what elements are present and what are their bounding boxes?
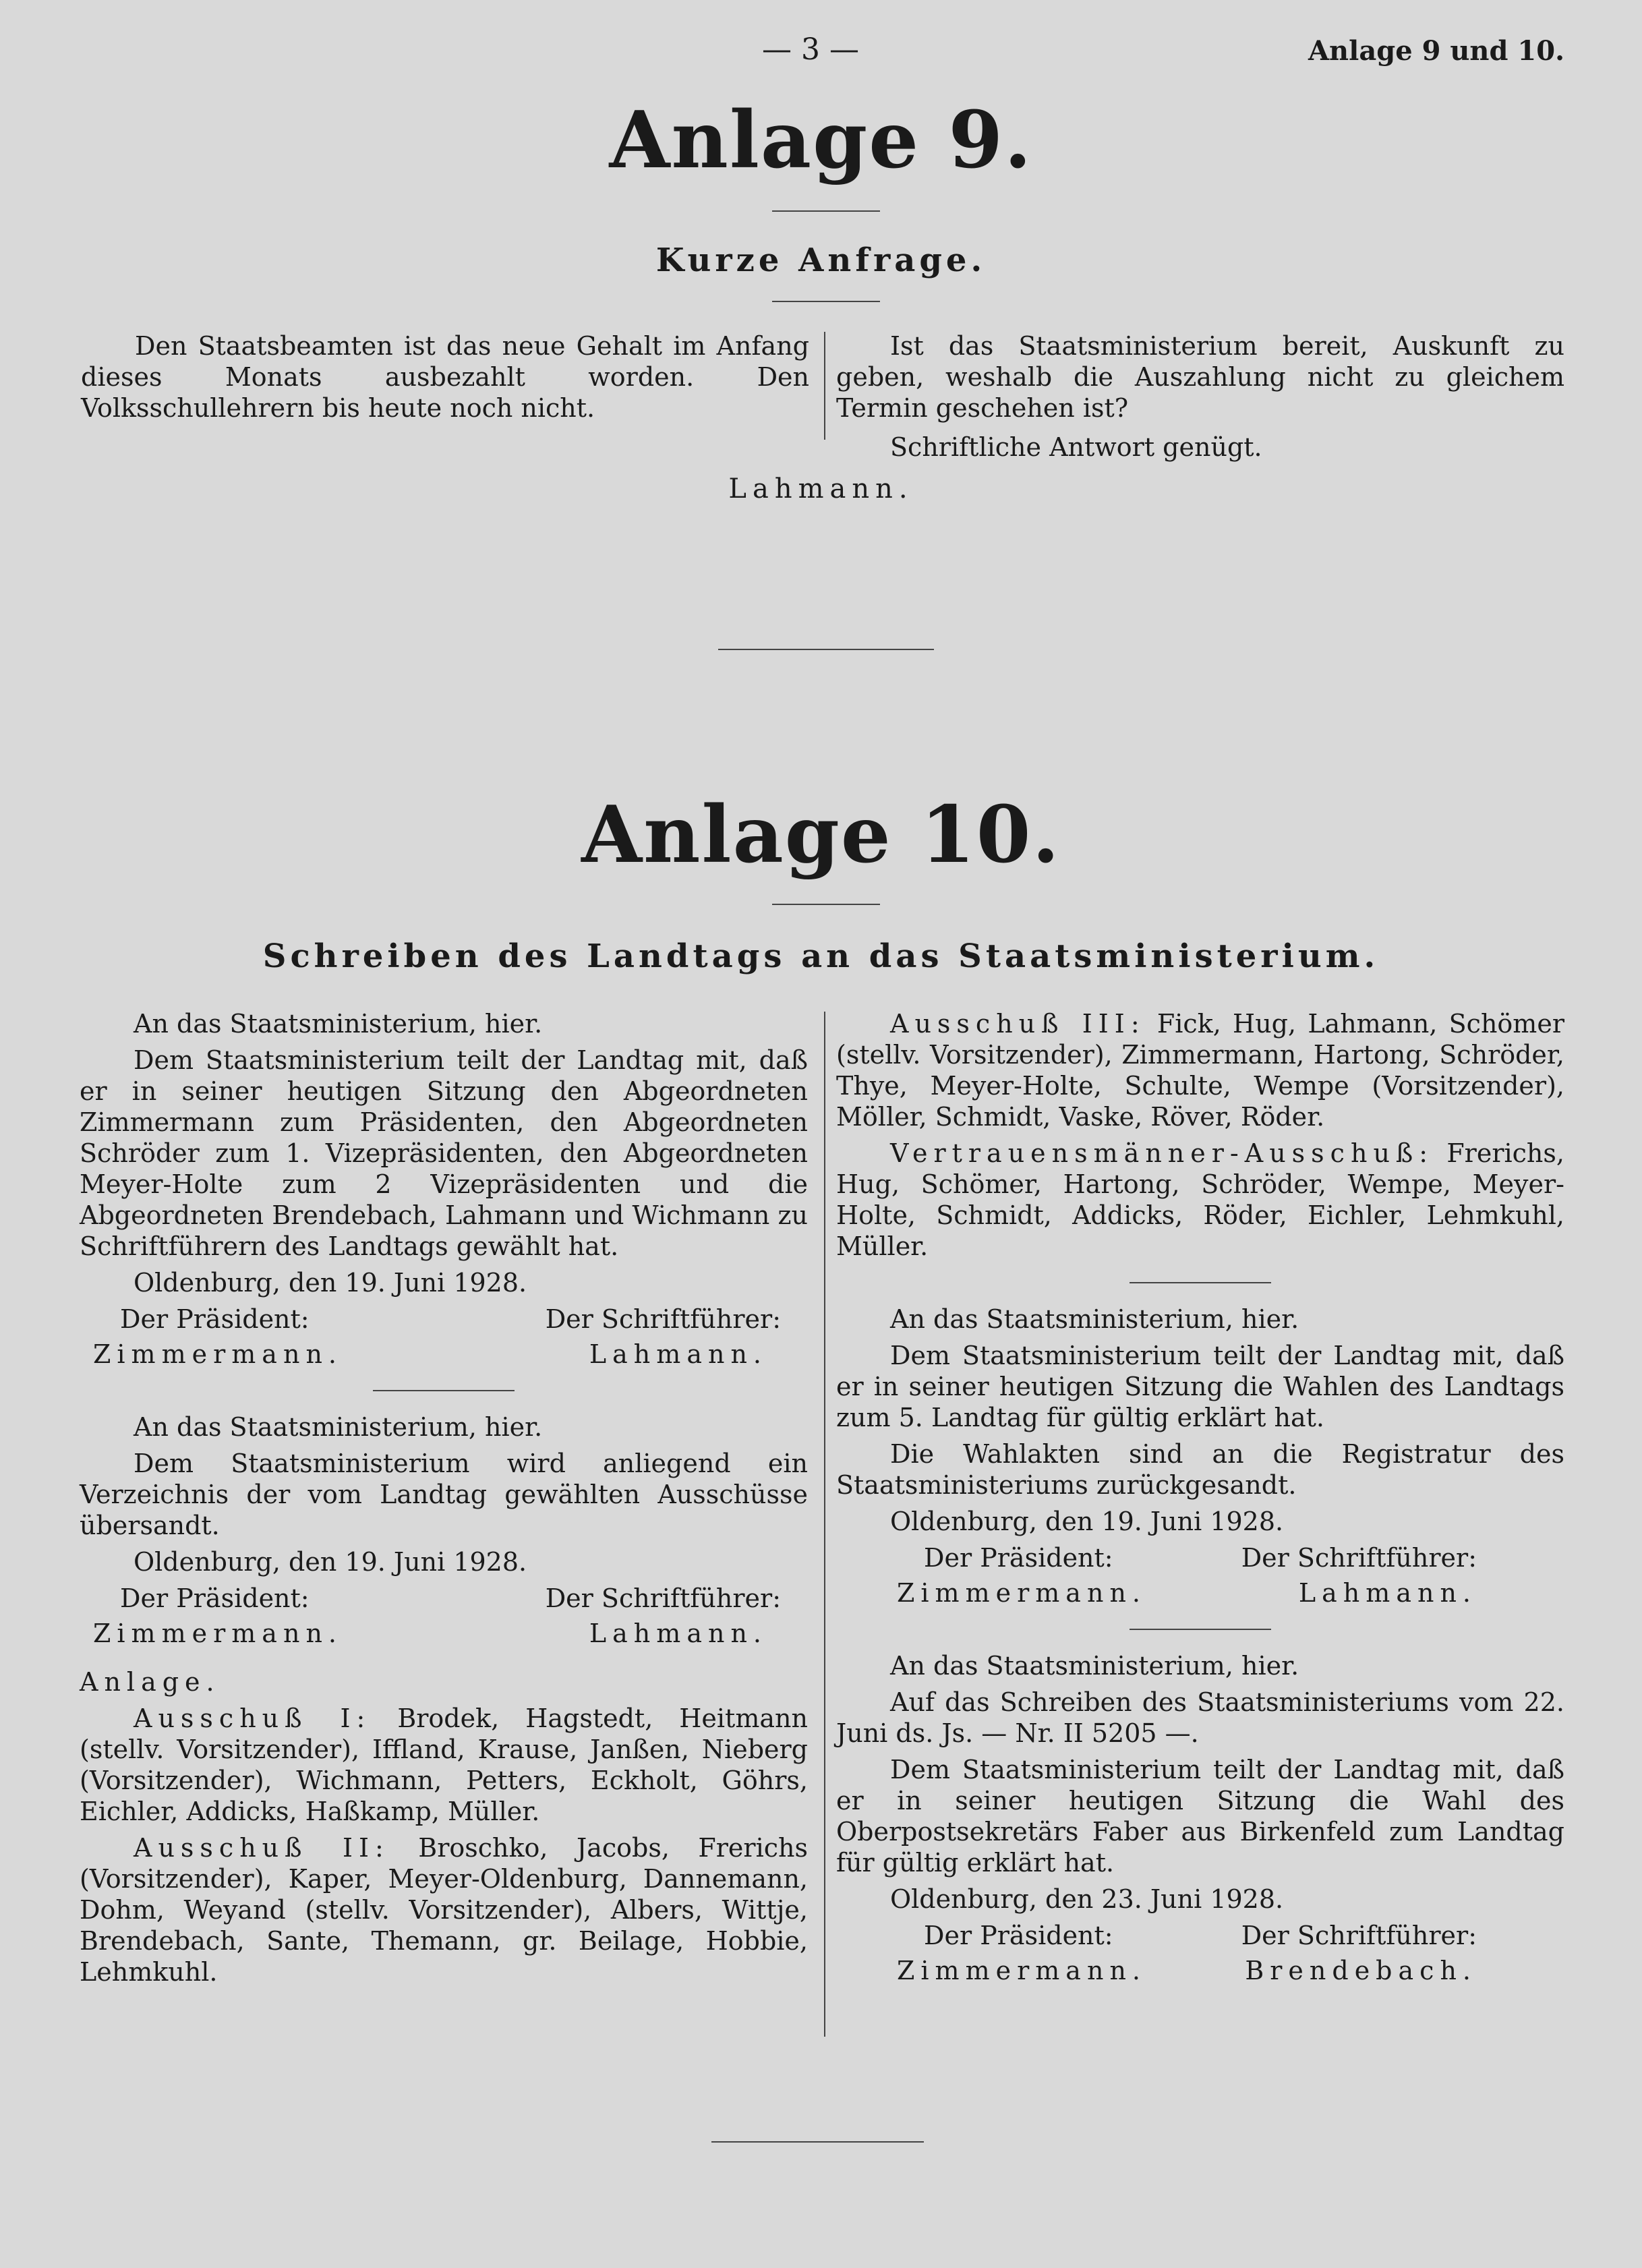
letter1-name-secretary: Lahmann. <box>589 1339 767 1369</box>
ausschuss1-members: Brodek, Hagstedt, Heitmann (stellv. Vorsitzender), Iffland, Krause, Janßen, Nieberg (Vorsitzender), Wichmann, Petters, Eckholt, Göhrs, Eichler, Addicks, Haßkamp, Müller. <box>80 1704 808 1826</box>
anlage9-right-text2: Schriftliche Antwort genügt. <box>890 432 1262 462</box>
anlage10-subtitle: Schreiben des Landtags an das Staatsministerium. <box>262 937 1380 975</box>
anlage10-right-column <box>836 1008 1564 1990</box>
divider <box>772 904 880 905</box>
letter2-role-secretary: Der Schriftführer: <box>545 1583 781 1613</box>
anlage9-right-text: Ist das Staatsministerium bereit, Auskunft zu geben, weshalb die Auszahlung nicht zu gleichem Termin geschehen ist? <box>836 331 1564 423</box>
letter2-name-secretary: Lahmann. <box>589 1619 767 1648</box>
ausschuss2-label: Ausschuß II: <box>134 1833 390 1863</box>
column-separator <box>824 1012 825 2037</box>
letter4-name-secretary: Brendebach. <box>1245 1956 1477 1985</box>
divider <box>772 301 880 302</box>
letter3-role-president: Der Präsident: <box>924 1543 1113 1573</box>
anlage9-left-text: Den Staatsbeamten ist das neue Gehalt im Anfang dieses Monats ausbezahlt worden. Den Volksschullehrern bis heute noch nicht. <box>81 331 809 423</box>
letter2-roles <box>80 1583 808 1614</box>
anlage-label: Anlage. <box>80 1667 221 1697</box>
letter1-place-date: Oldenburg, den 19. Juni 1928. <box>134 1268 527 1298</box>
letter2-names <box>80 1618 808 1649</box>
anlage9-title: Anlage 9. <box>609 94 1033 186</box>
ausschuss3-members: Fick, Hug, Lahmann, Schömer (stellv. Vorsitzender), Zimmermann, Hartong, Schröder, Thye, Meyer-Holte, Schulte, Wempe (Vorsitzender), Möller, Schmidt, Vaske, Röver, Röder. <box>836 1009 1564 1132</box>
anlage10-left-column <box>80 1008 808 1993</box>
letter4-role-president: Der Präsident: <box>924 1921 1113 1950</box>
letter2-name-president: Zimmermann. <box>93 1619 343 1648</box>
letter4-body2: Dem Staatsministerium teilt der Landtag mit, daß er in seiner heutigen Sitzung die Wahl des Oberpostsekretärs Faber aus Birkenfeld zum Landtag für gültig erklärt hat. <box>836 1755 1564 1878</box>
ausschuss2 <box>80 1832 808 1987</box>
letter2-role-president: Der Präsident: <box>120 1583 310 1613</box>
letter4-place-date: Oldenburg, den 23. Juni 1928. <box>890 1884 1284 1914</box>
letter1-roles <box>80 1304 808 1335</box>
letter2-address: An das Staatsministerium, hier. <box>134 1412 543 1442</box>
vertrauen-label: Vertrauensmänner-Ausschuß: <box>890 1138 1434 1168</box>
ausschuss3-label: Ausschuß III: <box>890 1009 1146 1039</box>
anlage9-right-column <box>836 330 1564 468</box>
letter1-address: An das Staatsministerium, hier. <box>134 1009 543 1039</box>
letter4-names <box>836 1955 1564 1986</box>
letter3-body2: Die Wahlakten sind an die Registratur des Staatsministeriums zurückgesandt. <box>836 1439 1564 1500</box>
letter1-role-president: Der Präsident: <box>120 1304 310 1334</box>
letter1-body: Dem Staatsministerium teilt der Landtag mit, daß er in seiner heutigen Sitzung den Abgeordneten Zimmermann zum Präsidenten, den Abgeordneten Schröder zum 1. Vizepräsidenten, den Abgeordneten Meyer-Holte zum 2 Vizepräsidenten und die Abgeordneten Brendebach, Lahmann und Wichmann zu Schriftführern des Landtags gewählt hat. <box>80 1045 808 1261</box>
letter2-body: Dem Staatsministerium wird anliegend ein Verzeichnis der vom Landtag gewählten Ausschüsse übersandt. <box>80 1449 808 1540</box>
divider <box>1130 1282 1271 1283</box>
letter4-address: An das Staatsministerium, hier. <box>890 1651 1299 1681</box>
ausschuss2-members: Broschko, Jacobs, Frerichs (Vorsitzender), Kaper, Meyer-Oldenburg, Dannemann, Dohm, Weyand (stellv. Vorsitzender), Albers, Wittje, Brendebach, Sante, Themann, gr. Beilage, Hobbie, Lehmkuhl. <box>80 1833 808 1987</box>
divider <box>1130 1629 1271 1630</box>
ausschuss3 <box>836 1008 1564 1132</box>
letter3-name-president: Zimmermann. <box>897 1578 1146 1608</box>
closing-divider <box>711 2141 924 2143</box>
letter1-names <box>80 1339 808 1370</box>
anlage9-left-column <box>81 330 809 429</box>
section-divider <box>718 649 934 650</box>
running-title: Anlage 9 und 10. <box>1308 35 1564 67</box>
letter3-names <box>836 1577 1564 1608</box>
letter4-roles <box>836 1920 1564 1951</box>
letter1-name-president: Zimmermann. <box>93 1339 343 1369</box>
vertrauen-ausschuss <box>836 1138 1564 1262</box>
letter3-place-date: Oldenburg, den 19. Juni 1928. <box>890 1507 1284 1536</box>
anlage9-subtitle: Kurze Anfrage. <box>655 241 987 279</box>
letter4-name-president: Zimmermann. <box>897 1956 1146 1985</box>
column-separator <box>824 332 825 440</box>
letter4-body: Auf das Schreiben des Staatsministeriums vom 22. Juni ds. Js. — Nr. II 5205 —. <box>836 1687 1564 1748</box>
letter3-address: An das Staatsministerium, hier. <box>890 1304 1299 1334</box>
ausschuss1-label: Ausschuß I: <box>134 1704 372 1733</box>
letter3-body: Dem Staatsministerium teilt der Landtag mit, daß er in seiner heutigen Sitzung die Wahlen des Landtags zum 5. Landtag für gültig erklärt hat. <box>836 1341 1564 1432</box>
letter4-role-secretary: Der Schriftführer: <box>1241 1921 1477 1950</box>
page-number: — 3 — <box>762 32 859 67</box>
letter3-role-secretary: Der Schriftführer: <box>1241 1543 1477 1573</box>
anlage9-signature: Lahmann. <box>728 473 914 504</box>
letter2-place-date: Oldenburg, den 19. Juni 1928. <box>134 1547 527 1577</box>
ausschuss1 <box>80 1703 808 1827</box>
letter1-role-secretary: Der Schriftführer: <box>545 1304 781 1334</box>
letter3-name-secretary: Lahmann. <box>1298 1578 1477 1608</box>
anlage10-title: Anlage 10. <box>581 789 1061 881</box>
letter3-roles <box>836 1542 1564 1573</box>
divider <box>373 1390 515 1391</box>
vertrauen-members: Frerichs, Hug, Schömer, Hartong, Schröder, Wempe, Meyer-Holte, Schmidt, Addicks, Röder, Eichler, Lehmkuhl, Müller. <box>836 1138 1564 1261</box>
divider <box>772 210 880 212</box>
